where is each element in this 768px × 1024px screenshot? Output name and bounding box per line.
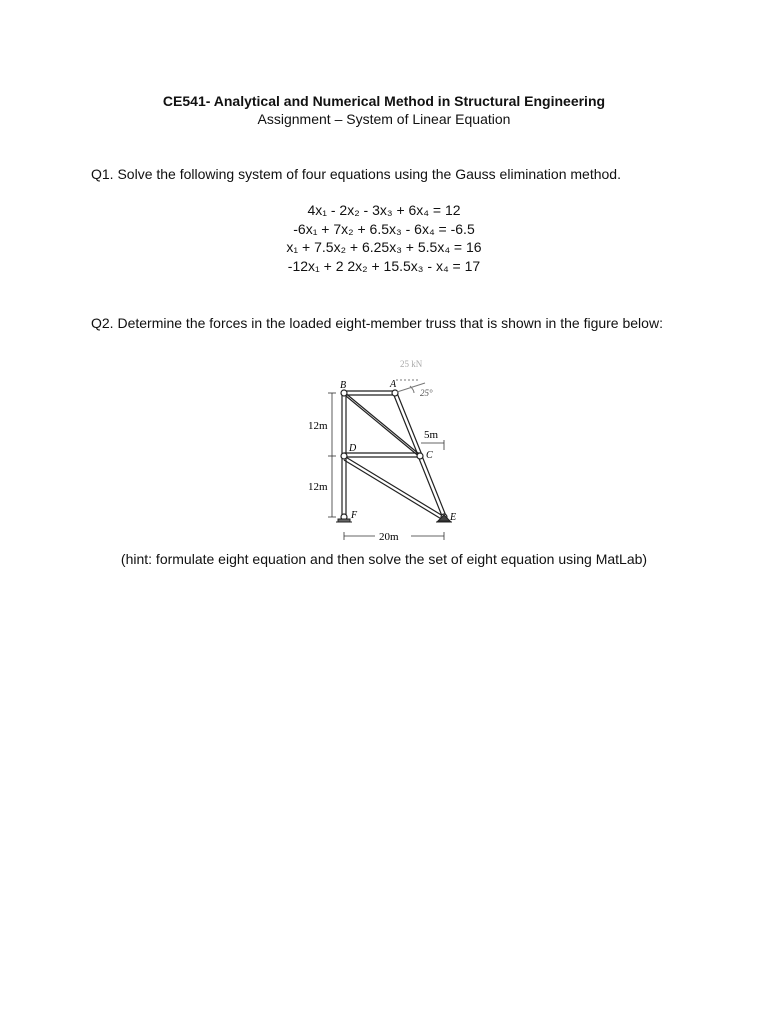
offset-dimension: [421, 440, 444, 450]
dim-top-height: 12m: [308, 420, 328, 432]
dim-offset: 5m: [424, 429, 439, 441]
question-1-text: Q1. Solve the following system of four equations using the Gauss elimination method.: [91, 166, 621, 182]
node-label-a: A: [390, 379, 397, 390]
question-2-text: Q2. Determine the forces in the loaded eight-member truss that is shown in the figure below:: [91, 315, 663, 331]
dim-bottom-height: 12m: [308, 481, 328, 493]
document-title: CE541- Analytical and Numerical Method in Structural Engineering: [162, 93, 606, 109]
document-subtitle: Assignment – System of Linear Equation: [257, 111, 511, 127]
node-label-f: F: [351, 510, 358, 521]
load-label: 25 kN: [400, 359, 423, 369]
equation-4: -12x₁ + 2 2x₂ + 15.5x₃ - x₄ = 17: [287, 257, 481, 274]
equation-1: 4x₁ - 2x₂ - 3x₃ + 6x₄ = 12: [307, 202, 461, 218]
equation-2: -6x₁ + 7x₂ + 6.5x₃ - 6x₄ = -6.5: [293, 220, 475, 237]
truss-figure: [300, 350, 470, 555]
node-label-b: B: [340, 380, 347, 391]
vertical-dimension: [328, 393, 336, 517]
equation-list: [0, 201, 768, 275]
node-label-d: D: [349, 443, 357, 454]
load-angle-label: 25°: [420, 388, 433, 398]
node-label-e: E: [450, 512, 457, 523]
question-2-hint: (hint: formulate eight equation and then solve the set of eight equation using MatLab): [120, 551, 648, 567]
equation-3: x₁ + 7.5x₂ + 6.25x₃ + 5.5x₄ = 16: [286, 239, 482, 255]
dim-width: 20m: [379, 531, 399, 543]
node-label-c: C: [426, 450, 433, 461]
truss-diagram: [300, 350, 470, 550]
support-f: [336, 519, 352, 522]
